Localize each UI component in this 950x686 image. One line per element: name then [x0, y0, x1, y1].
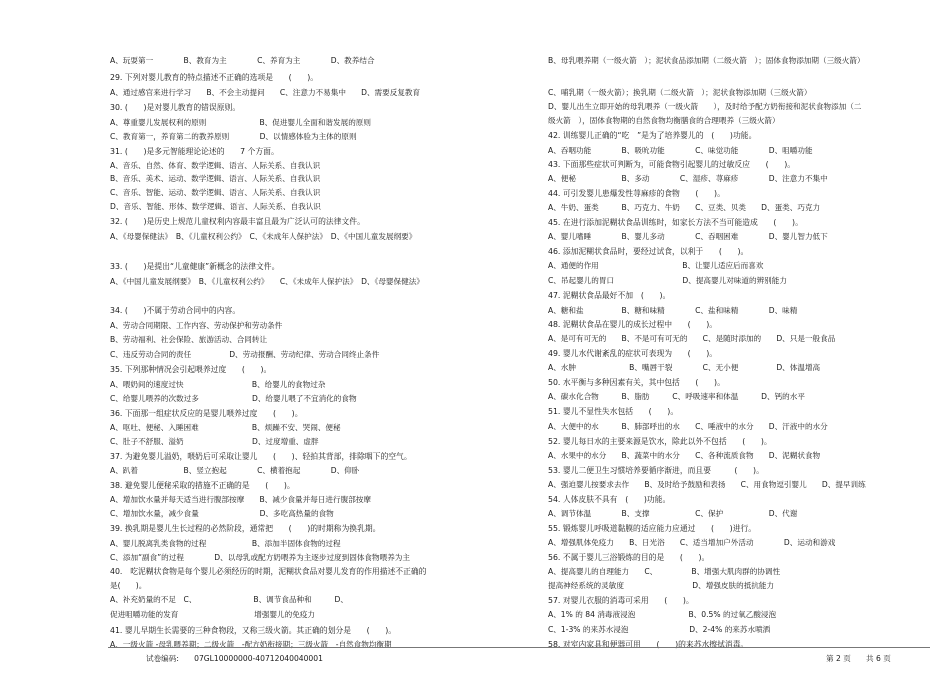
option-line: A、婴儿嗜睡 B、婴儿多动 C、吞咽困难 D、婴儿智力低下: [548, 232, 828, 241]
question-line: 40. 吃泥糊状食物是每个婴儿必须经历的时期，泥糊状食品对婴儿发育的作用描述不正确的: [110, 567, 427, 576]
question-line: 42. 训练婴儿正确的“吃 ”是为了培养婴儿的 ( )功能。: [548, 131, 757, 140]
question-line: 41. 婴儿早期生长需要的三种食物段，又称三级火箭。其正确的划分是 ( )。: [110, 626, 397, 635]
question-line: 53. 婴儿二便卫生习惯培养要循序渐进，而且要 ( )。: [548, 466, 764, 475]
option-line: 是( )。: [110, 581, 147, 590]
question-line: 57. 对婴儿衣服的消毒可采用 ( )。: [548, 596, 694, 605]
option-line: 促进咀嚼功能的发育 增强婴儿的免疫力: [110, 610, 316, 619]
option-line: A、劳动合同期限、工作内容、劳动保护和劳动条件: [110, 321, 283, 330]
option-line: A、碳水化合物 B、脂肪 C、呼吸速率和体温 D、钙的水平: [548, 392, 805, 401]
question-line: 55. 锻炼婴儿呼吸道黏膜的适应能力应通过 ( )进行。: [548, 524, 757, 533]
question-line: 45. 在进行添加泥糊状食品训练时，如家长方法不当可能造成 ( )。: [548, 218, 803, 227]
question-line: 44. 可引发婴儿患爆发性荨麻疹的食物 ( )。: [548, 189, 725, 198]
page-number: 第 2 页 共 6 页: [826, 654, 891, 663]
option-line: A、增强肌体免疫力 B、日光浴 C、适当增加户外活动 D、运动和游戏: [548, 538, 836, 547]
question-line: 38. 避免婴儿便秘采取的措施不正确的是 ( )。: [110, 481, 295, 490]
question-line: 29. 下列对婴儿教育的特点描述不正确的选项是 ( )。: [110, 73, 319, 82]
option-line: B、音乐、美术、运动、数学逻辑、语言、人际关系、自我认识: [110, 174, 321, 183]
question-line: 47. 泥糊状食品最好不加 ( )。: [548, 291, 671, 300]
question-line: 48. 泥糊状食品在婴儿的成长过程中 ( )。: [548, 320, 718, 329]
question-line: 54. 人体皮肤不具有 ( )功能。: [548, 495, 671, 504]
option-line: A、呕吐、便秘、入睡困难 B、烦躁不安、哭闹、便秘: [110, 423, 341, 432]
option-line: A、喂奶间的速度过快 B、给婴儿的食物过杂: [110, 380, 326, 389]
option-line: A、糖和盐 B、糖和味精 C、盐和味精 D、味精: [548, 306, 798, 315]
option-line: A、大便中的水 B、肺部呼出的水 C、唾液中的水分 D、汗液中的水分: [548, 422, 828, 431]
option-line: C、哺乳期（一级火箭）；换乳期（二级火箭 ）；泥状食物添加期（三级火箭）: [548, 88, 812, 97]
question-line: 51. 婴儿不显性失水包括 ( )。: [548, 407, 679, 416]
question-line: 52. 婴儿每日水的主要来源是饮水，除此以外不包括 ( )。: [548, 437, 772, 446]
question-line: 36. 下面那一组症状反应的是婴儿喂养过度 ( )。: [110, 409, 303, 418]
question-line: 43. 下面那些症状可判断为，可能食物引起婴儿的过敏反应 ( )。: [548, 160, 796, 169]
option-line: A、《中国儿童发展纲要》 B、《儿童权利公约》 C、《未成年人保护法》 D、《母婴保健法》: [110, 277, 424, 286]
option-line: B、劳动福利、社会保险、旅游活动、合同转让: [110, 335, 268, 344]
option-line: A、通过感官来进行学习 B、不会主动提问 C、注意力不易集中 D、需要反复教育: [110, 88, 421, 97]
option-line: A、增加饮水量并每天适当进行腹部按摩 B、减少食量并每日进行腹部按摩: [110, 495, 371, 504]
option-line: A、提高婴儿的自理能力 C、 B、增强大肌肉群的协调性: [548, 567, 781, 576]
question-line: 50. 水平衡与多种因素有关，其中包括 ( )。: [548, 378, 725, 387]
option-line: 提高神经系统的灵敏度 D、增强皮肤的抵抗能力: [548, 581, 775, 590]
option-line: A、是可有可无的 B、不是可有可无的 C、是随时添加的 D、只是一般食品: [548, 334, 836, 343]
option-line: A、吞咽功能 B、吸吮功能 C、味觉功能 D、咀嚼功能: [548, 146, 813, 155]
option-line: D、婴儿出生立即开始的母乳喂养（一级火箭 ），及时给予配方奶衔接和泥状食物添加（二: [548, 102, 862, 111]
option-line: A、尊重婴儿发展权利的原则 B、促进婴儿全面和谐发展的原则: [110, 118, 371, 127]
option-line: C、音乐、智能、运动、数学逻辑、语言、人际关系、自我认识: [110, 188, 321, 197]
option-line: A、玩耍第一 B、教育为主 C、养育为主 D、教养结合: [110, 56, 375, 65]
question-line: 37. 为避免婴儿溢奶，喂奶后可采取让婴儿 ( )、轻拍其背部，排除咽下的空气。: [110, 452, 412, 461]
option-line: A、音乐、自然、体育、数学逻辑、语言、人际关系、自我认识: [110, 161, 321, 170]
option-line: A、通便的作用 B、让婴儿适应后而喜欢: [548, 261, 764, 270]
option-line: A、《母婴保健法》 B、《儿童权利公约》 C、《未成年人保护法》 D、《中国儿童发展纲要》: [110, 232, 417, 241]
option-line: A、强迫婴儿按要求去作 B、及时给予鼓励和表扬 C、用食物逗引婴儿 D、提早训练: [548, 480, 866, 489]
option-line: D、音乐、智能、形体、数学逻辑、语言、人际关系、自我认识: [110, 202, 321, 211]
option-line: C、违反劳动合同的责任 D、劳动报酬、劳动纪律、劳动合同终止条件: [110, 350, 380, 359]
option-line: C、吊起婴儿的胃口 D、提高婴儿对味道的辨别能力: [548, 276, 787, 285]
option-line: C、添加“副食”的过程 D、以母乳或配方奶喂养为主逐步过度到固体食物喂养为主: [110, 553, 410, 562]
question-line: 58. 对室内家具和便器可用 ( )的来苏水擦拭消毒。: [548, 640, 749, 649]
option-line: A、一级火箭 -母乳喂养期；二级火箭 -配方奶衔接期；三级火箭 -自然食物均衡期: [110, 640, 392, 649]
footer-divider: [108, 647, 930, 648]
option-line: A、调节体温 B、支撑 C、保护 D、代谢: [548, 509, 798, 518]
option-line: C、肚子不舒服、溢奶 D、过度增重、虚胖: [110, 437, 319, 446]
option-line: A、趴着 B、竖立抱起 C、横着抱起 D、仰卧: [110, 466, 360, 475]
option-line: A、婴儿脱离乳类食物的过程 B、添加半固体食物的过程: [110, 539, 341, 548]
option-line: B、母乳喂养期（一级火箭 ）；泥状食品添加期（二级火箭 ）；固体食物添加期（三级火箭）: [548, 56, 865, 65]
option-line: A、牛奶、蛋类 B、巧克力、牛奶 C、豆类、贝类 D、蛋类、巧克力: [548, 203, 821, 212]
question-line: 31. ( )是多元智能理论论述的 7 个方面。: [110, 147, 279, 156]
option-line: C、1-3% 的来苏水浸泡 D、2-4% 的来苏水喷洒: [548, 625, 771, 634]
question-line: 46. 添加泥糊状食品时，要经过试食，以利于 ( )。: [548, 247, 749, 256]
question-line: 33. ( )是提出“儿童健康”新概念的法律文件。: [110, 262, 280, 271]
option-line: C、教育第一，养育第二的教养原则 D、以情感体验为主体的原则: [110, 132, 357, 141]
option-line: C、增加饮水量，减少食量 D、多吃高热量的食物: [110, 509, 334, 518]
option-line: 级火箭 ），固体食物期的自然食物均衡膳食的合理喂养（三级火箭）: [548, 116, 780, 125]
option-line: A、便秘 B、多动 C、湿疹、荨麻疹 D、注意力不集中: [548, 174, 828, 183]
question-line: 39. 换乳期是婴儿生长过程的必然阶段，通常把 ( )的时期称为换乳期。: [110, 524, 381, 533]
option-line: A、水肿 B、嘴唇干裂 C、无小便 D、体温增高: [548, 363, 821, 372]
option-line: A、1% 的 84 消毒液浸泡 B、0.5% 的过氧乙酸浸泡: [548, 610, 777, 619]
question-line: 32. ( )是历史上规范儿童权利内容最丰富且最为广泛认可的法律文件。: [110, 217, 365, 226]
question-line: 56. 不属于婴儿三浴锻炼的目的是 ( )。: [548, 553, 710, 562]
exam-code: 试卷编码: 07GL10000000-40712040040001: [146, 654, 323, 663]
question-line: 30. ( )是对婴儿教育的错误原则。: [110, 103, 241, 112]
option-line: C、给婴儿喂养的次数过多 D、给婴儿喂了不宜消化的食物: [110, 394, 357, 403]
option-line: A、水果中的水分 B、蔬菜中的水分 C、各种流质食物 D、泥糊状食物: [548, 451, 821, 460]
question-line: 49. 婴儿水代谢紊乱的症状可表现为 ( )。: [548, 349, 718, 358]
question-line: 35. 下列那种情况会引起喂养过度 ( )。: [110, 365, 272, 374]
question-line: 34. ( )不属于劳动合同中的内容。: [110, 306, 241, 315]
option-line: A、补充奶量的不足 C、 B、调节食品种和 D、: [110, 595, 348, 604]
